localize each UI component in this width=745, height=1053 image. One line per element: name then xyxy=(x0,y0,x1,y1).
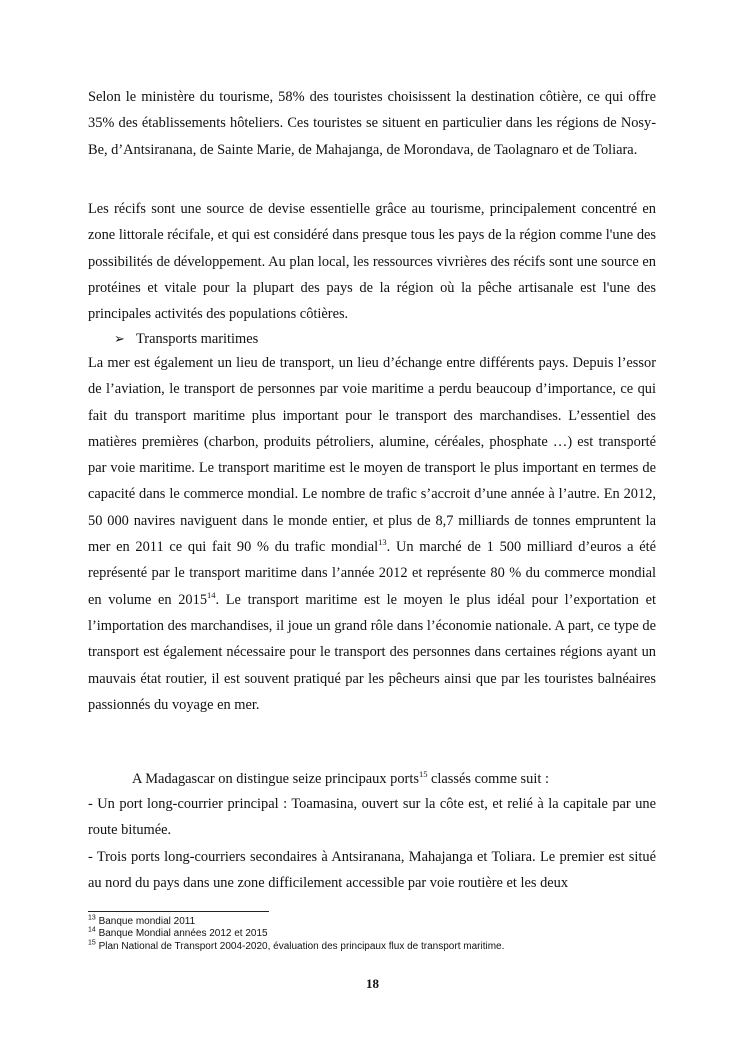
arrow-bullet-icon: ➢ xyxy=(114,331,125,346)
footnote-14 xyxy=(88,928,656,940)
footnote-ref-14: 14 xyxy=(207,589,216,600)
footnote-text: Banque mondial 2011 xyxy=(98,916,196,927)
footnotes xyxy=(88,916,656,953)
footnote-13 xyxy=(88,916,656,928)
paragraph-maritime-transport xyxy=(88,350,656,718)
footnote-ref-15: 15 xyxy=(418,769,428,780)
footnote-ref-13: 13 xyxy=(378,537,387,548)
paragraph-text: La mer est également un lieu de transport, un lieu d’échange entre différents pays. Depuis l’essor de l’aviation, le transport de personnes par voie maritime a perdu beaucoup d’importance, ce qui fait du transport maritime plus important pour le transport des marchandises. L’essentiel des matières premières (charbon, produits pétroliers, alumine, céréales, phosphate …) est transporté par voie maritime. Le transport maritime est le moyen de transport le plus important en termes de capacité dans le commerce mondial. Le nombre de trafic s’accroit d’une année à l’autre. En 2012, 50 000 navires naviguent dans le monde entier, et plus de 8,7 milliards de tonnes empruntent la mer en 2011 ce qui fait 90 % du trafic mondial xyxy=(88,355,656,556)
section-bullet xyxy=(114,326,258,352)
paragraph-text: . Le transport maritime est le moyen le plus idéal pour l’exportation et l’importation des marchandises, il joue un grand rôle dans l’économie nationale. A part, ce type de transport est également nécessaire pour le transport des personnes dans certaines régions ayant un mauvais état routier, il est souvent pratiqué par les pêcheurs ainsi que par les touristes balnéaires passionnés du voyage en mer. xyxy=(88,591,657,713)
paragraph-text: . Un marché de 1 500 milliard d’euros a été représenté par le transport maritime dans l’année 2012 et représente 80 % du commerce mondial en volume en 2015 xyxy=(88,539,656,608)
page-number: 18 xyxy=(366,976,379,991)
section-heading: Transports maritimes xyxy=(136,331,259,347)
footnote-number: 15 xyxy=(88,939,96,947)
footnote-15 xyxy=(88,941,656,953)
footnote-text: Plan National de Transport 2004-2020, évaluation des principaux flux de transport maritime. xyxy=(98,940,505,952)
paragraph-ports-intro xyxy=(132,766,549,792)
footnote-number: 13 xyxy=(88,914,96,922)
paragraph-reefs: Les récifs sont une source de devise essentielle grâce au tourisme, principalement concentré en zone littorale récifale, et qui est considéré dans presque tous les pays de la région comme l'une des possibilités de développement. Au plan local, les ressources vivrières des récifs sont une source en protéines et vitale pour la plupart des pays de la région où la pêche artisanale est l'une des principales activités des populations côtières. xyxy=(88,201,656,323)
paragraph-text: classés comme suit : xyxy=(427,771,549,787)
list-item-main-port: - Un port long-courrier principal : Toamasina, ouvert sur la côte est, et relié à la capitale par une route bitumée. xyxy=(88,796,656,839)
list-item-secondary-ports: - Trois ports long-courriers secondaires à Antsiranana, Mahajanga et Toliara. Le premier est situé au nord du pays dans une zone difficilement accessible par voie routière et les deux xyxy=(88,849,656,892)
footnote-number: 14 xyxy=(88,926,96,934)
footnote-separator xyxy=(88,911,269,912)
footnote-text: Banque Mondial années 2012 et 2015 xyxy=(98,928,268,940)
paragraph-text: A Madagascar on distingue seize principaux ports xyxy=(132,771,419,787)
paragraph-tourism: Selon le ministère du tourisme, 58% des touristes choisissent la destination côtière, ce qui offre 35% des établissements hôteliers. Ces touristes se situent en particulier dans les régions de Nosy-Be, d’Antsiranana, de Sainte Marie, de Mahajanga, de Morondava, de Taolagnaro et de Toliara. xyxy=(88,89,656,158)
